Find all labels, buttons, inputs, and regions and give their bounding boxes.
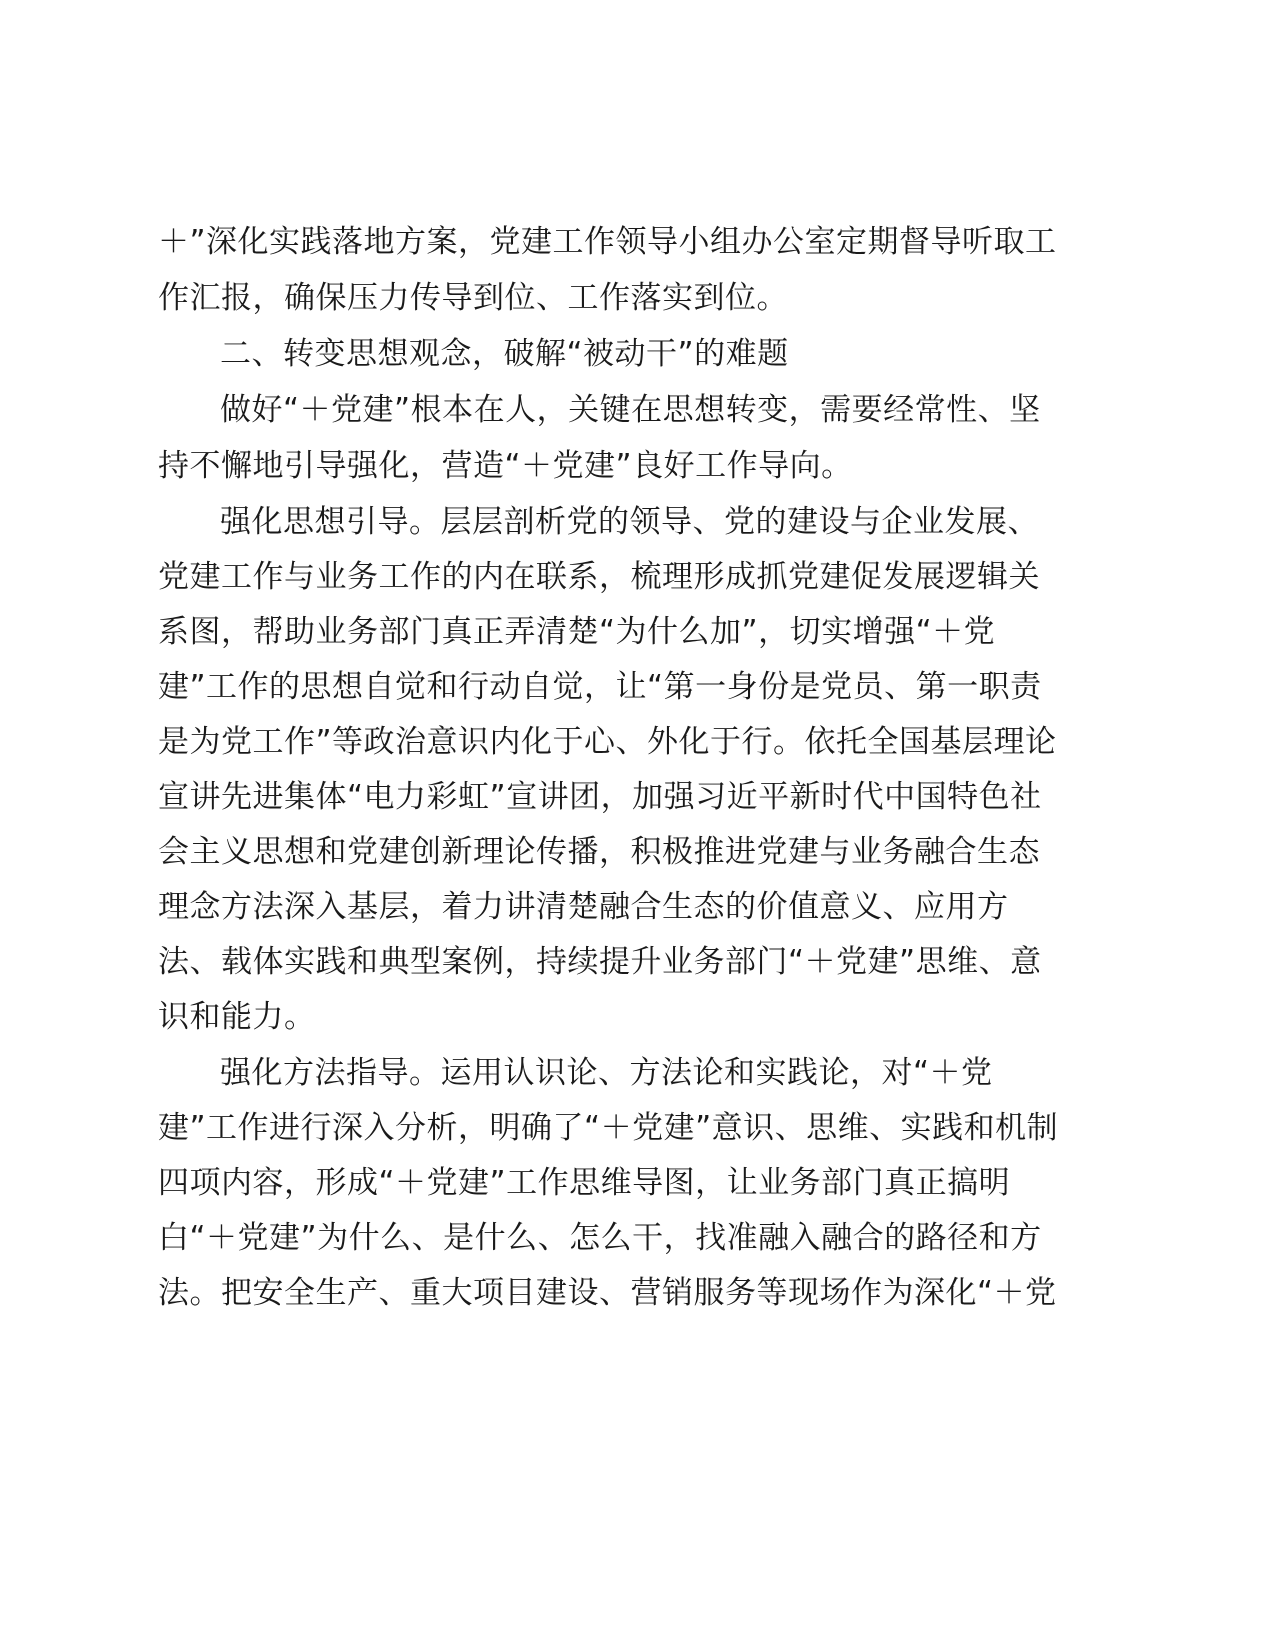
text-line: 持不懈地引导强化，营造“＋党建”良好工作导向。 xyxy=(158,448,853,484)
text-line: 作汇报，确保压力传导到位、工作落实到位。 xyxy=(158,280,788,316)
text-line: ＋”深化实践落地方案，党建工作领导小组办公室定期督导听取工 xyxy=(158,224,1057,260)
text-line: 强化方法指导。运用认识论、方法论和实践论，对“＋党 xyxy=(220,1055,993,1091)
text-line: 会主义思想和党建创新理论传播，积极推进党建与业务融合生态 xyxy=(158,834,1040,870)
text-line: 做好“＋党建”根本在人，关键在思想转变，需要经常性、坚 xyxy=(220,392,1041,428)
text-line: 建”工作的思想自觉和行动自觉，让“第一身份是党员、第一职责 xyxy=(158,669,1042,705)
text-line: 建”工作进行深入分析，明确了“＋党建”意识、思维、实践和机制 xyxy=(158,1110,1059,1146)
text-line: 理念方法深入基层，着力讲清楚融合生态的价值意义、应用方 xyxy=(158,889,1009,925)
text-line: 系图，帮助业务部门真正弄清楚“为什么加”，切实增强“＋党 xyxy=(158,614,996,650)
text-line: 四项内容，形成“＋党建”工作思维导图，让业务部门真正搞明 xyxy=(158,1165,1011,1201)
text-line: 党建工作与业务工作的内在联系，梳理形成抓党建促发展逻辑关 xyxy=(158,559,1040,595)
text-line: 法。把安全生产、重大项目建设、营销服务等现场作为深化“＋党 xyxy=(158,1275,1057,1311)
text-line: 是为党工作”等政治意识内化于心、外化于行。依托全国基层理论 xyxy=(158,724,1057,760)
section-heading: 二、转变思想观念，破解“被动干”的难题 xyxy=(220,336,789,372)
text-line: 宣讲先进集体“电力彩虹”宣讲团，加强习近平新时代中国特色社 xyxy=(158,779,1042,815)
text-line: 强化思想引导。层层剖析党的领导、党的建设与企业发展、 xyxy=(220,504,1039,540)
text-line: 白“＋党建”为什么、是什么、怎么干，找准融入融合的路径和方 xyxy=(158,1220,1042,1256)
text-line: 识和能力。 xyxy=(158,999,316,1035)
text-line: 法、载体实践和典型案例，持续提升业务部门“＋党建”思维、意 xyxy=(158,944,1042,980)
